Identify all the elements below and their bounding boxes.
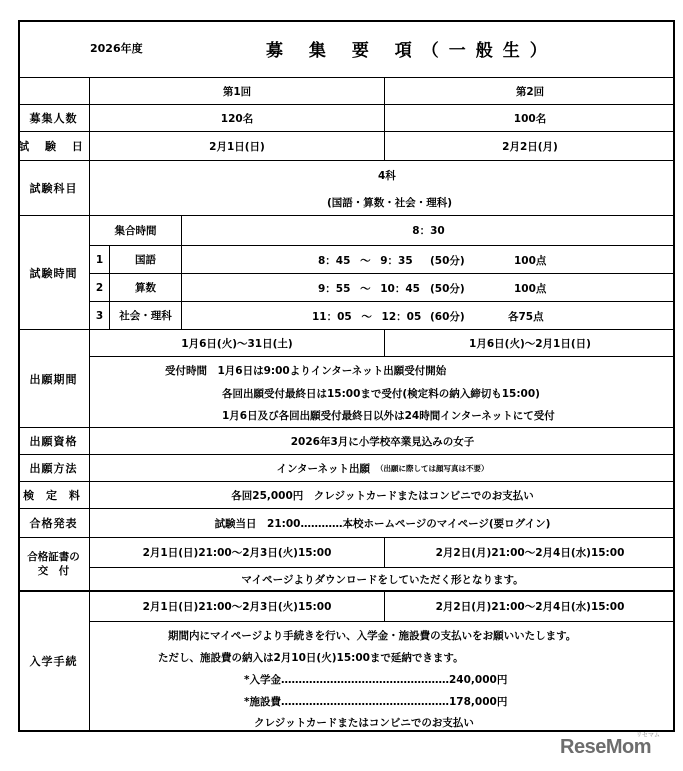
fee-text: 各回25,000円 クレジットカードまたはコンビニでのお支払い bbox=[90, 482, 675, 509]
period-1-points: 100点 bbox=[514, 255, 547, 267]
method-text: インターネット出願 bbox=[276, 462, 371, 475]
announcement-text: 試験当日 21:00…………本校ホームページのマイページ(要ログイン) bbox=[90, 509, 675, 538]
application-period-round2: 1月6日(火)～2月1日(日) bbox=[385, 330, 675, 357]
schedule-label: 試験時間 bbox=[18, 216, 90, 330]
enrollment-round2: 2月2日(月)21:00～2月4日(水)15:00 bbox=[385, 592, 675, 622]
period-1-no: 1 bbox=[90, 246, 110, 274]
certificate-label-line2: 交 付 bbox=[37, 565, 70, 577]
application-period-label: 出願期間 bbox=[18, 330, 90, 428]
period-2-time: 9：55 ～ 10：45 bbox=[318, 283, 420, 295]
capacity-label: 募集人数 bbox=[18, 105, 90, 132]
period-3-duration: (60分) bbox=[430, 311, 465, 323]
resemom-logo: ReseMom bbox=[560, 736, 651, 758]
column-round2: 第2回 bbox=[385, 78, 675, 105]
enrollment-fee2: *施設費…………………………………………178,000円 bbox=[244, 696, 508, 708]
enrollment-fee1: *入学金…………………………………………240,000円 bbox=[244, 674, 508, 686]
fee-label: 検 定 料 bbox=[18, 482, 90, 509]
certificate-round1: 2月1日(日)21:00～2月3日(火)15:00 bbox=[90, 538, 385, 568]
qualification-text: 2026年3月に小学校卒業見込みの女子 bbox=[90, 428, 675, 455]
exam-date-round1: 2月1日(日) bbox=[90, 132, 385, 161]
period-1-duration: (50分) bbox=[430, 255, 465, 267]
enrollment-line1: 期間内にマイページより手続きを行い、入学金・施設費の支払いをお願いいたします。 bbox=[168, 630, 577, 642]
year-label: 2026年度 bbox=[90, 42, 143, 55]
period-2-row bbox=[182, 274, 675, 302]
period-1-time: 8：45 ～ 9：35 bbox=[318, 255, 413, 267]
subjects-label: 試験科目 bbox=[18, 161, 90, 216]
enrollment-payment: クレジットカードまたはコンビニでのお支払い bbox=[254, 717, 474, 729]
enrollment-line2: ただし、施設費の納入は2月10日(火)15:00まで延納できます。 bbox=[158, 652, 464, 664]
column-round1: 第1回 bbox=[90, 78, 385, 105]
announcement-label: 合格発表 bbox=[18, 509, 90, 538]
application-note-1: 受付時間 1月6日は9:00よりインターネット出願受付開始 bbox=[165, 365, 447, 377]
period-3-time: 11：05 ～ 12：05 bbox=[312, 311, 422, 323]
method-cell bbox=[90, 455, 675, 482]
method-label: 出願方法 bbox=[18, 455, 90, 482]
label-blank-header bbox=[18, 78, 90, 105]
period-2-duration: (50分) bbox=[430, 283, 465, 295]
capacity-round1: 120名 bbox=[90, 105, 385, 132]
application-note-2: 各回出願受付最終日は15:00まで受付(検定料の納入締切も15:00) bbox=[222, 388, 540, 400]
certificate-label bbox=[18, 538, 90, 591]
period-2-subject: 算数 bbox=[110, 274, 182, 302]
application-note-3: 1月6日及び各回出願受付最終日以外は24時間インターネットにて受付 bbox=[222, 410, 555, 422]
period-3-no: 3 bbox=[90, 302, 110, 330]
resemom-logo-sub: リセマム bbox=[636, 732, 660, 739]
period-3-points: 各75点 bbox=[508, 311, 544, 323]
exam-date-round2: 2月2日(月) bbox=[385, 132, 675, 161]
period-2-points: 100点 bbox=[514, 283, 547, 295]
enrollment-label: 入学手続 bbox=[18, 592, 90, 730]
period-1-row bbox=[182, 246, 675, 274]
certificate-note: マイページよりダウンロードをしていただく形となります。 bbox=[90, 568, 675, 591]
period-3-subject: 社会・理科 bbox=[110, 302, 182, 330]
gather-label: 集合時間 bbox=[90, 216, 182, 246]
enrollment-round1: 2月1日(日)21:00～2月3日(火)15:00 bbox=[90, 592, 385, 622]
qualification-label: 出願資格 bbox=[18, 428, 90, 455]
subjects-list: (国語・算数・社会・理科) bbox=[327, 197, 453, 209]
period-1-subject: 国語 bbox=[110, 246, 182, 274]
application-period-round1: 1月6日(火)～31日(土) bbox=[90, 330, 385, 357]
period-3-row bbox=[182, 302, 675, 330]
gather-time: 8：30 bbox=[182, 216, 675, 246]
capacity-round2: 100名 bbox=[385, 105, 675, 132]
certificate-label-line1: 合格証書の bbox=[27, 551, 80, 563]
subjects-count: 4科 bbox=[378, 170, 396, 182]
period-2-no: 2 bbox=[90, 274, 110, 302]
exam-date-label: 試 験 日 bbox=[18, 132, 90, 161]
certificate-round2: 2月2日(月)21:00～2月4日(水)15:00 bbox=[385, 538, 675, 568]
page-title: 募 集 要 項（一般生） bbox=[266, 41, 557, 61]
method-note: （出願に際しては顔写真は不要） bbox=[376, 463, 489, 473]
